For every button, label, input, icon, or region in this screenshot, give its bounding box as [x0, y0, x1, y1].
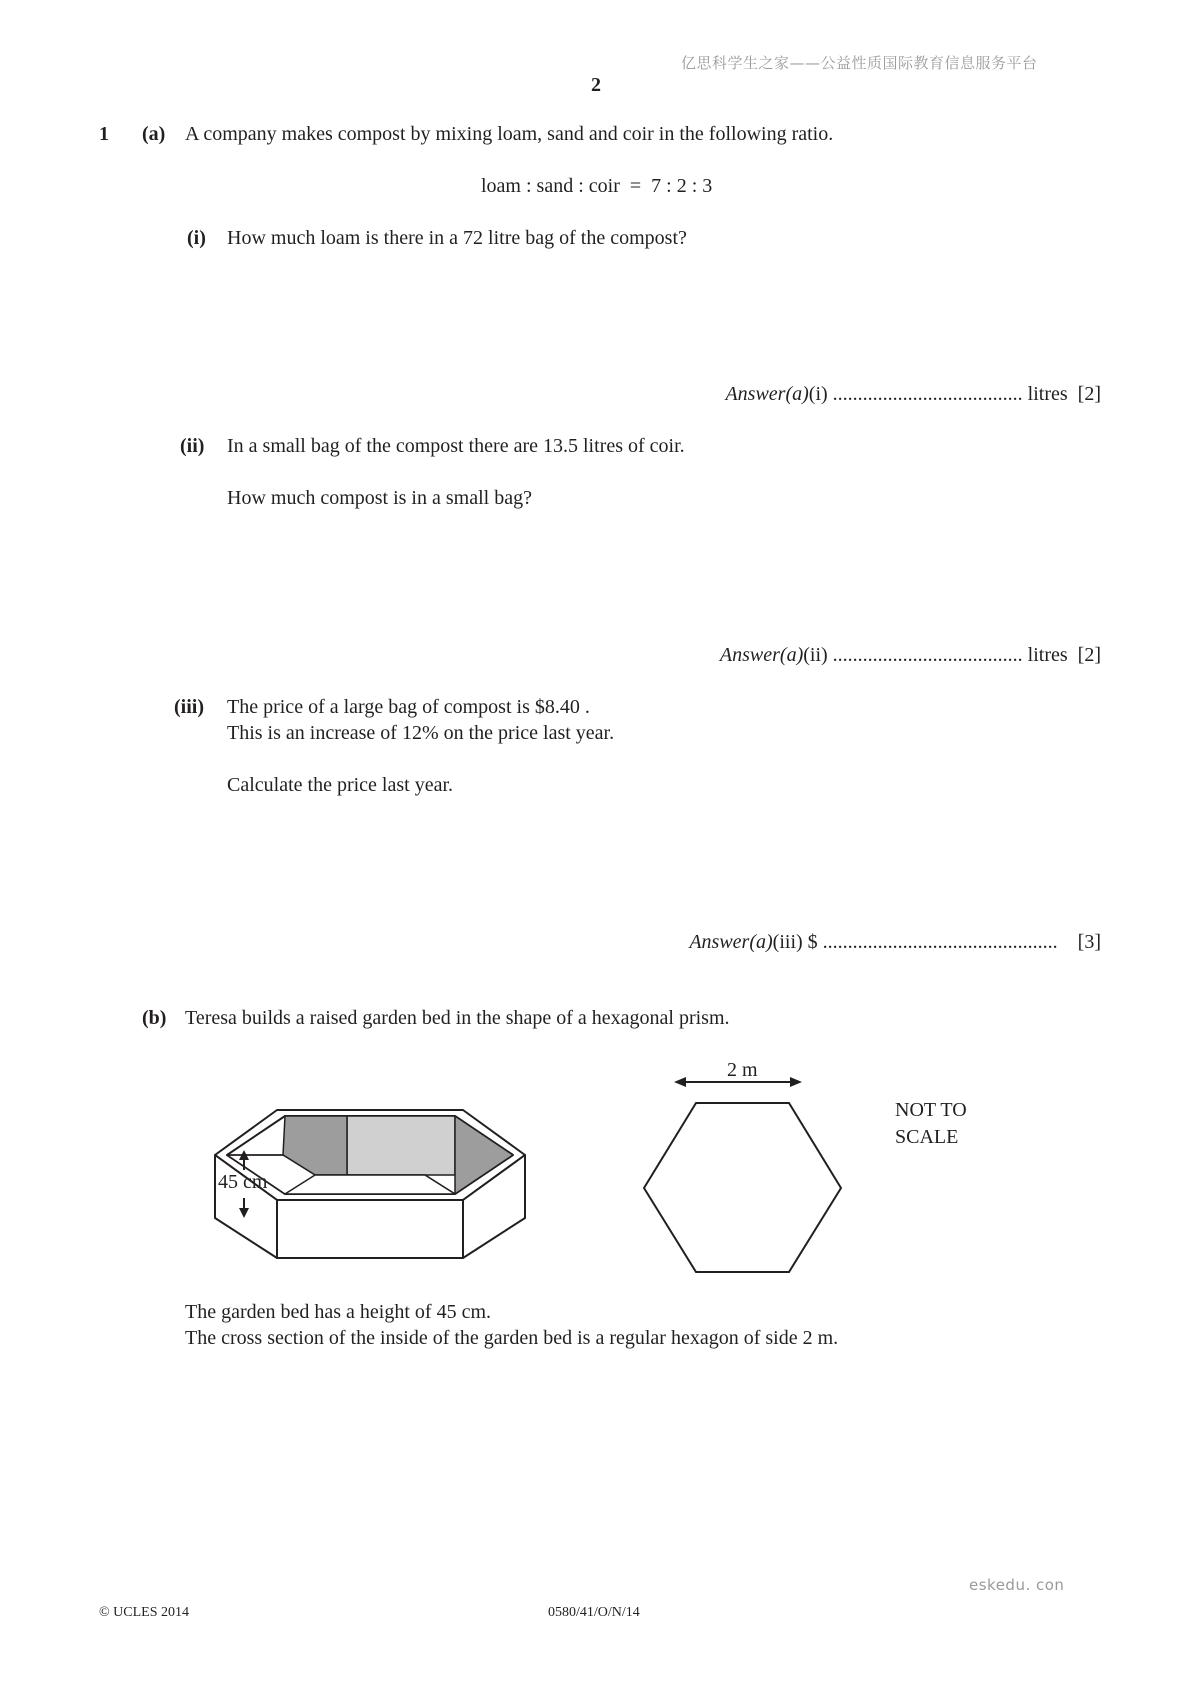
part-b-text2: The garden bed has a height of 45 cm.	[185, 1301, 492, 1323]
watermark-top: 亿思科学生之家——公益性质国际教育信息服务平台	[681, 54, 1038, 72]
part-a-iii-text2: This is an increase of 12% on the price last year.	[227, 722, 615, 744]
part-a-ii-text1: In a small bag of the compost there are 13.5 litres of coir.	[227, 435, 685, 457]
answer-prefix: Answer(a)	[689, 931, 773, 953]
question-number: 1	[99, 123, 109, 145]
part-a-text: A company makes compost by mixing loam, sand and coir in the following ratio.	[185, 123, 834, 145]
answer-line-a-ii[interactable]	[720, 645, 1101, 665]
part-a-iii-text1: The price of a large bag of compost is $8.40 .	[227, 696, 590, 718]
paper-code: 0580/41/O/N/14	[548, 1605, 640, 1620]
copyright: © UCLES 2014	[99, 1605, 189, 1620]
answer-part: (i)	[808, 383, 828, 405]
watermark-bottom: eskedu. con	[969, 1576, 1065, 1594]
ratio-text: loam : sand : coir = 7 : 2 : 3	[481, 175, 713, 197]
part-a-label: (a)	[142, 123, 166, 145]
answer-dots: ......................................	[832, 383, 1023, 405]
marks: [2]	[1077, 644, 1101, 666]
scale-note-line1: NOT TO	[895, 1099, 967, 1121]
answer-unit: litres	[1027, 383, 1068, 405]
answer-dots: ......................................	[832, 644, 1023, 666]
marks: [3]	[1077, 931, 1101, 953]
answer-line-a-i[interactable]	[725, 384, 1101, 404]
part-b-text: Teresa builds a raised garden bed in the shape of a hexagonal prism.	[185, 1007, 730, 1029]
part-b-label: (b)	[142, 1007, 167, 1029]
part-a-i-label: (i)	[187, 227, 206, 249]
hexagon-cross-section	[640, 1048, 850, 1278]
part-a-ii-text2: How much compost is in a small bag?	[227, 487, 532, 509]
answer-unit: litres	[1027, 644, 1068, 666]
part-a-i-text: How much loam is there in a 72 litre bag of the compost?	[227, 227, 687, 249]
side-label: 2 m	[727, 1059, 758, 1081]
page-number: 2	[591, 74, 601, 96]
part-a-iii-text3: Calculate the price last year.	[227, 774, 454, 796]
height-label: 45 cm	[218, 1171, 268, 1193]
part-a-iii-label: (iii)	[174, 696, 204, 718]
part-b-text3: The cross section of the inside of the garden bed is a regular hexagon of side 2 m.	[185, 1327, 839, 1349]
scale-note-line2: SCALE	[895, 1126, 959, 1148]
answer-prefix: Answer(a)	[719, 644, 804, 666]
answer-prefix: Answer(a)	[725, 383, 809, 405]
answer-part: (iii) $	[772, 931, 818, 953]
answer-part: (ii)	[803, 644, 828, 666]
marks: [2]	[1077, 383, 1101, 405]
answer-dots: ...............................................	[822, 931, 1058, 953]
part-a-ii-label: (ii)	[180, 435, 205, 457]
answer-line-a-iii[interactable]	[689, 932, 1101, 952]
